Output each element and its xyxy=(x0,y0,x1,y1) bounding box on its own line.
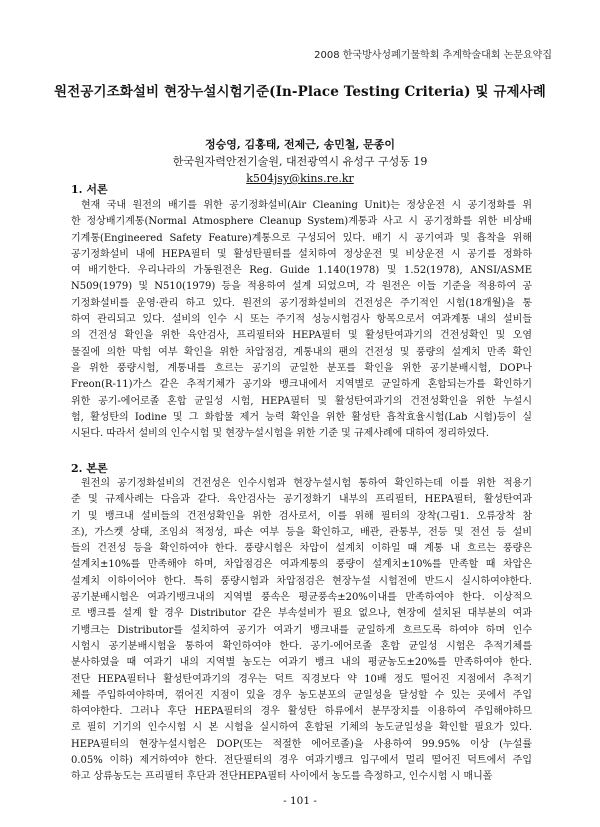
paragraph-line: 분사하였을 때 여과기 내의 지역별 농도는 여과기 뱅크 내의 평균농도±20%를 만족하여야 한다. xyxy=(71,657,532,669)
paragraph-line: 한 정상배기계통(Normal Atmosphere Cleanup System)계통과 사고 시 공기정화를 위한 비상배 xyxy=(71,216,532,228)
paragraph-line: 조), 가스켓 상태, 조임쇠 적정성, 파손 여부 등을 확인하고, 배관, 관통부, 전등 및 전선 등 설비 xyxy=(71,526,532,538)
paragraph-line: 위한 공기-에어로졸 혼합 균일성 시험, HEPA필터 및 활성탄여과기의 건전성확인을 위한 누설시 xyxy=(71,395,532,407)
paragraph-line: 기정화설비를 운영·관리 하고 있다. 원전의 공기정화설비의 건전성은 주기적인 시험(18개월)을 통 xyxy=(71,297,532,309)
paragraph-line: 하여야한다. 그러나 후단 HEPA필터의 경우 활성탄 하류에서 분무장치를 이용하여 주입해야하므 xyxy=(71,706,532,718)
paragraph-line: 설계치 이하이어야 한다. 특히 풍량시험과 차압점검은 현장누설 시험전에 반드시 실시하여야한다. xyxy=(71,575,532,587)
author-block xyxy=(0,136,600,187)
paragraph-line: 로 필히 기기의 인수시험 시 본 시험을 실시하여 혼합된 기체의 농도균일성을 확인할 필요가 있다. xyxy=(71,722,532,734)
paragraph-line: HEPA필터의 현장누설시험은 DOP(또는 적절한 에어로졸)을 사용하여 99.95% 이상 (누설률 xyxy=(71,738,532,750)
paragraph-line: 준 및 규제사례는 다음과 같다. 육안검사는 공기정화기 내부의 프리필터, HEPA필터, 활성탄여과 xyxy=(71,494,532,506)
paragraph-line: 시된다. 따라서 설비의 인수시험 및 현장누설시험을 위한 기준 및 규제사례에 대하여 정리하였다. xyxy=(71,428,490,440)
paragraph-line: 전단 HEPA필터나 활성탄여과기의 경우는 덕트 직경보다 약 10배 정도 떨어진 지점에서 추적기 xyxy=(71,673,532,685)
paragraph-line: 기계통(Engineered Safety Feature)계통으로 구성되어 있다. 배기 시 공기여과 및 흡착을 위해 xyxy=(71,232,532,244)
author-affiliation: 한국원자력안전기술원, 대전광역시 유성구 구성동 19 xyxy=(172,155,428,168)
page-number: - 101 - xyxy=(283,795,317,807)
section-body-introduction xyxy=(71,198,532,442)
paragraph-line: 0.05% 이하) 제거하여야 한다. 전단필터의 경우 여과기뱅크 입구에서 멀리 떨어진 덕트에서 주입 xyxy=(71,755,532,767)
paragraph-line: Freon(R-11)가스 같은 추적기체가 공기와 뱅크내에서 지역별로 균일하게 혼합되는가를 확인하기 xyxy=(71,379,532,391)
paragraph-line: 현재 국내 원전의 배기를 위한 공기정화설비(Air Cleaning Unit)는 정상운전 시 공기정화를 위 xyxy=(81,200,532,211)
section-heading-body: 2. 본론 xyxy=(71,462,108,475)
paper-title: 원전공기조화설비 현장누설시험기준(In-Place Testing Criteria) 및 규제사례 xyxy=(54,84,546,100)
paragraph-line: 험, 활성탄의 Iodine 및 그 화합물 제거 능력 확인을 위한 활성탄 흡착효율시험(Lab 시험)등이 실 xyxy=(71,411,532,423)
paragraph-line: 원전의 공기정화설비의 건전성은 인수시험과 현장누설시험 통하여 확인하는데 이를 위한 적용기 xyxy=(81,478,532,489)
paragraph-line: 공기분배시험은 여과기뱅크내의 지역별 풍속은 평균풍속±20%이내를 만족하여야 한다. 이상적으 xyxy=(71,592,532,604)
paragraph-line: 로 뱅크를 설계 할 경우 Distributor 같은 부속설비가 필요 없으나, 현장에 설치된 대부분의 여과 xyxy=(71,608,532,620)
paragraph-line: 기 및 뱅크내 설비들의 건전성확인을 위한 검사로서, 이를 위해 필터의 장착(그림1. 오류장착 참 xyxy=(71,510,532,522)
paragraph-line: 하고 상류농도는 프리필터 후단과 전단HEPA필터 사이에서 농도를 측정하고, 인수시험 시 매니폴 xyxy=(71,771,493,783)
section-heading-introduction: 1. 서론 xyxy=(71,183,108,196)
section-body-main xyxy=(71,476,532,786)
paragraph-line: 공기정화설비 내에 HEPA필터 및 활성탄필터를 설치하여 정상운전 및 비상운전 시 공기를 정화하 xyxy=(71,248,532,260)
paragraph-line: N509(1979) 및 N510(1979) 등을 적용하여 설계 되었으며, 각 원전은 이들 기준을 적용하여 공 xyxy=(71,281,532,293)
author-names: 정승영, 김홍태, 전제근, 송민철, 문종이 xyxy=(204,138,396,151)
paragraph-line: 체를 주입하여야하며, 꺾어진 지점이 있을 경우 농도분포의 균일성을 달성할 수 있는 곳에서 주입 xyxy=(71,689,532,701)
paragraph-line: 물질에 의한 막힘 여부 확인을 위한 차압점검, 계통내의 팬의 건전성 및 풍량의 설계치 만족 확인 xyxy=(71,346,532,358)
paragraph-line: 시험시 공기분배시험을 통하여 확인하여야 한다. 공기-에어로졸 혼합 균일성 시험은 추적기체를 xyxy=(71,640,532,652)
paragraph-line: 기뱅크는 Distributor를 설치하여 공기가 여과기 뱅크내를 균일하게 흐르도록 하여야 하며 인수 xyxy=(71,624,532,636)
conference-header: 2008 한국방사성폐기물학회 추계학술대회 논문요약집 xyxy=(314,50,552,61)
author-email[interactable]: k504jsy@kins.re.kr xyxy=(246,172,354,185)
paragraph-line: 하여 관리되고 있다. 설비의 인수 시 또는 주기적 성능시험검사 항목으로서 여과계통 내의 설비들 xyxy=(71,314,532,326)
paragraph-line: 들의 건전성 등을 확인하여야 한다. 풍량시험은 차압이 설계치 이하일 때 계통 내 흐르는 풍량은 xyxy=(71,543,532,555)
paragraph-line: 여 배기한다. 우리나라의 가동원전은 Reg. Guide 1.140(1978) 및 1.52(1978), ANSI/ASME xyxy=(71,265,532,277)
paragraph-line: 설계치±10%를 만족해야 하며, 차압점검은 여과계통의 풍량이 설계치±10%를 만족할 때 차압은 xyxy=(71,559,532,571)
paragraph-line: 의 건전성 확인을 위한 육안검사, 프리필터와 HEPA필터 및 활성탄여과기의 건전성확인 및 오염 xyxy=(71,330,532,342)
paragraph-line: 을 위한 풍량시험, 계통내를 흐르는 공기의 균일한 분포를 확인을 위한 공기분배시험, DOP나 xyxy=(71,362,532,374)
